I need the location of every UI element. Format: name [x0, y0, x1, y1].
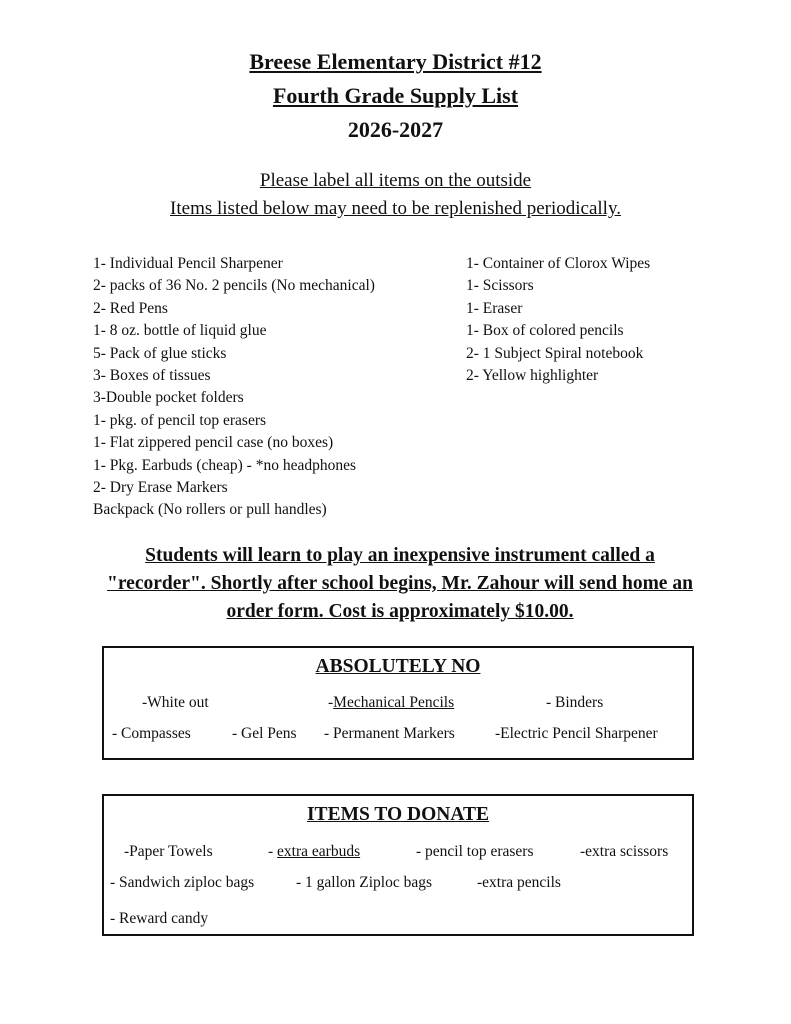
list-item: 5- Pack of glue sticks: [93, 344, 227, 362]
list-item: 2- packs of 36 No. 2 pencils (No mechanical): [93, 277, 375, 295]
banned-item: - Compasses: [112, 725, 191, 742]
list-item: Backpack (No rollers or pull handles): [93, 501, 327, 519]
banned-item: -Electric Pencil Sharpener: [495, 725, 658, 742]
donate-item: -extra scissors: [580, 843, 669, 860]
donate-item: - Sandwich ziploc bags: [110, 874, 255, 891]
banned-item-prefix: -: [328, 694, 334, 711]
district-title: Breese Elementary District #12: [249, 49, 542, 74]
list-item: 1- Flat zippered pencil case (no boxes): [93, 434, 334, 452]
recorder-notice: [80, 542, 720, 626]
list-item: 1- Scissors: [466, 277, 534, 295]
recorder-notice-line: order form. Cost is approximately $10.00.: [226, 601, 574, 622]
banned-item: -White out: [142, 694, 209, 711]
banned-item-mechanical: [328, 694, 454, 712]
absolutely-no-box: [102, 646, 694, 760]
list-item: 1- Individual Pencil Sharpener: [93, 255, 283, 272]
donate-item-earbuds: [268, 843, 360, 861]
list-item: 2- Red Pens: [93, 299, 168, 317]
donate-item-label: extra earbuds: [277, 843, 361, 860]
donate-box: [102, 794, 694, 936]
donate-item: -extra pencils: [477, 874, 561, 891]
donate-item: - Reward candy: [110, 910, 209, 927]
supply-list-title: Fourth Grade Supply List: [272, 83, 519, 108]
label-note: Please label all items on the outside: [259, 170, 532, 191]
donate-title: ITEMS TO DONATE: [306, 804, 490, 825]
banned-item: - Permanent Markers: [324, 725, 455, 742]
donate-item: -Paper Towels: [124, 843, 213, 860]
school-year: 2026-2027: [347, 117, 444, 142]
recorder-notice-line: "recorder". Shortly after school begins, Mr. Zahour will send home an: [107, 573, 693, 594]
banned-item: - Gel Pens: [232, 725, 297, 742]
supply-list-right: [466, 253, 650, 387]
list-item: 1- 8 oz. bottle of liquid glue: [93, 322, 267, 340]
list-item: 2- 1 Subject Spiral notebook: [466, 344, 644, 362]
list-item: 3- Boxes of tissues: [93, 366, 211, 384]
absolutely-no-title: ABSOLUTELY NO: [315, 656, 481, 677]
list-item: 1- Eraser: [466, 299, 523, 317]
donate-item: - pencil top erasers: [416, 843, 534, 860]
donate-item-prefix: -: [268, 843, 278, 860]
banned-item: - Binders: [546, 694, 604, 711]
list-item: 3-Double pocket folders: [93, 389, 244, 407]
list-item: 1- pkg. of pencil top erasers: [93, 411, 267, 429]
recorder-notice-line: Students will learn to play an inexpensive instrument called a: [145, 545, 655, 566]
list-item: 1- Box of colored pencils: [466, 322, 624, 340]
supply-list-left: [93, 253, 375, 522]
replenish-note: Items listed below may need to be replenished periodically.: [170, 198, 621, 219]
list-item: 2- Yellow highlighter: [466, 366, 599, 384]
donate-item: - 1 gallon Ziploc bags: [296, 874, 433, 891]
banned-item-label: Mechanical Pencils: [333, 694, 455, 711]
list-item: 1- Container of Clorox Wipes: [466, 255, 651, 272]
list-item: 1- Pkg. Earbuds (cheap) - *no headphones: [93, 456, 356, 474]
list-item: 2- Dry Erase Markers: [93, 478, 228, 496]
